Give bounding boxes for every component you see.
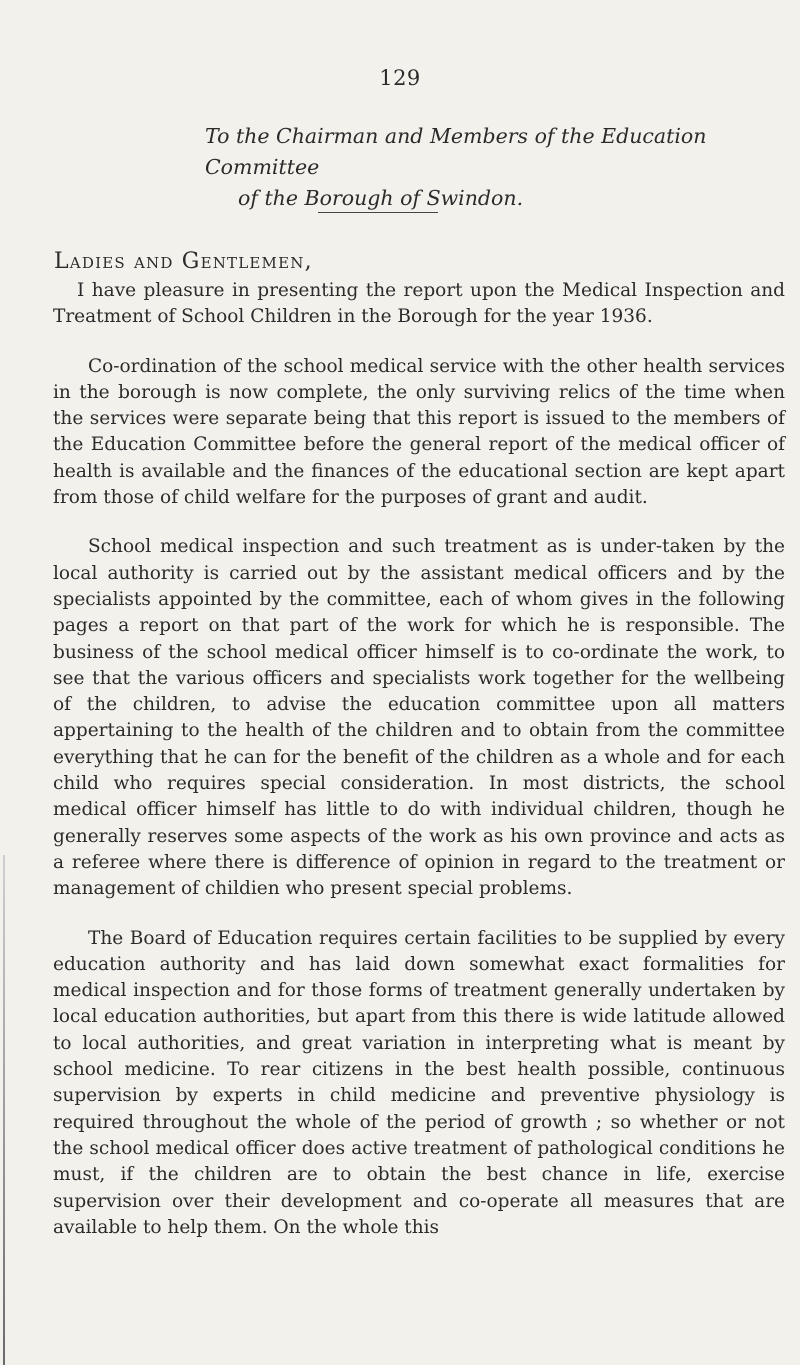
address-line-2: of the Borough of Swindon. (238, 186, 524, 210)
paragraph: School medical inspection and such treatment as is under-taken by the local authority is carried out by the assistant medical officers and by the specialists appointed by the committee, each of whom gives in the following pages a report on that part of the work for which he is responsible. The business of the school medical officer himself is to co-ordinate the work, to see that the various officers and specialists work together for the wellbeing of the children, to advise the education committee upon all matters appertaining to the health of the children and to obtain from the committee everything that he can for the benefit of the children as a whole and for each child who requires special consideration. In most districts, the school medical officer himself has little to do with individual children, though he generally reserves some aspects of the work as his own province and acts as a referee where there is difference of opinion in regard to the treatment or management of childien who present special problems. (53, 536, 785, 900)
section-divider (318, 212, 438, 213)
paragraph: The Board of Education requires certain facilities to be supplied by every education authority and has laid down somewhat exact formalities for medical inspection and for those forms of treatment generally undertaken by local education authorities, but apart from this there is wide latitude allowed to local authorities, and great variation in interpreting what is meant by school medicine. To rear citizens in the best health possible, continuous supervision by experts in child medicine and preventive physiology is required throughout the whole of the period of growth ; so whether or not the school medical officer does active treatment of pathological conditions he must, if the children are to obtain the best chance in life, exercise supervision over their development and co-operate all measures that are available to help them. On the whole this (53, 927, 785, 1238)
address-line-1: To the Chairman and Members of the Education Committee (205, 124, 707, 179)
paragraph: I have pleasure in presenting the report upon the Medical Inspection and Treatment of School Children in the Borough for the year 1936. (53, 280, 785, 328)
letter-body (53, 278, 785, 1264)
paragraph: Co-ordination of the school medical service with the other health services in the borough is now complete, the only surviving relics of the time when the services were separate being that this report is issued to the members of the Education Committee before the general report of the medical officer of health is available and the finances of the educational section are kept apart from those of child welfare for the purposes of grant and audit. (53, 355, 785, 509)
page-number: 129 (379, 66, 421, 90)
salutation: Ladies and Gentlemen, (54, 249, 313, 274)
address-heading (205, 121, 765, 214)
binding-edge-shadow (3, 855, 5, 1365)
